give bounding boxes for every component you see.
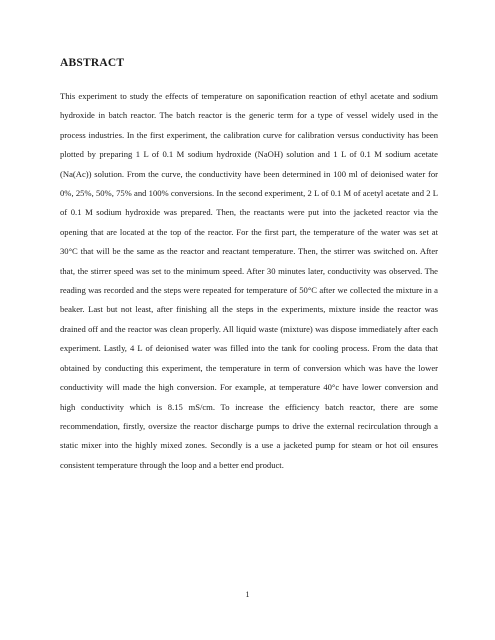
abstract-heading: ABSTRACT xyxy=(60,57,125,69)
abstract-paragraph: This experiment to study the effects of temperature on saponification reaction of ethyl acetate and sodium hydroxide in batch reactor. The batch reactor is the generic term for a type of vessel widely used in the process industries. In the first experiment, the calibration curve for calibration versus conductivity has been plotted by preparing 1 L of 0.1 M sodium hydroxide (NaOH) solution and 1 L of 0.1 M sodium acetate (Na(Ac)) solution. From the curve, the conductivity have been determined in 100 ml of deionised water for 0%, 25%, 50%, 75% and 100% conversions. In the second experiment, 2 L of 0.1 M of acetyl acetate and 2 L of 0.1 M sodium hydroxide was prepared. Then, the reactants were put into the jacketed reactor via the opening that are located at the top of the reactor. For the first part, the temperature of the water was set at 30°C that will be the same as the reactor and reactant temperature. Then, the stirrer was switched on. After that, the stirrer speed was set to the minimum speed. After 30 minutes later, conductivity was observed. The reading was recorded and the steps were repeated for temperature of 50°C after we collected the mixture in a beaker. Last but not least, after finishing all the steps in the experiments, mixture inside the reactor was drained off and the reactor was clean properly. All liquid waste (mixture) was dispose immediately after each experiment. Lastly, 4 L of deionised water was filled into the tank for cooling process. From the data that obtained by conducting this experiment, the temperature in term of conversion which was have the lower conductivity will made the high conversion. For example, at temperature 40°c have lower conversion and high conductivity which is 8.15 mS/cm. To increase the efficiency batch reactor, there are some recommendation, firstly, oversize the reactor discharge pumps to drive the external recirculation through a static mixer into the highly mixed zones. Secondly is a use a jacketed pump for steam or hot oil ensures consistent temperature through the loop and a better end product. xyxy=(60,91,438,470)
page-number: 1 xyxy=(245,590,250,599)
